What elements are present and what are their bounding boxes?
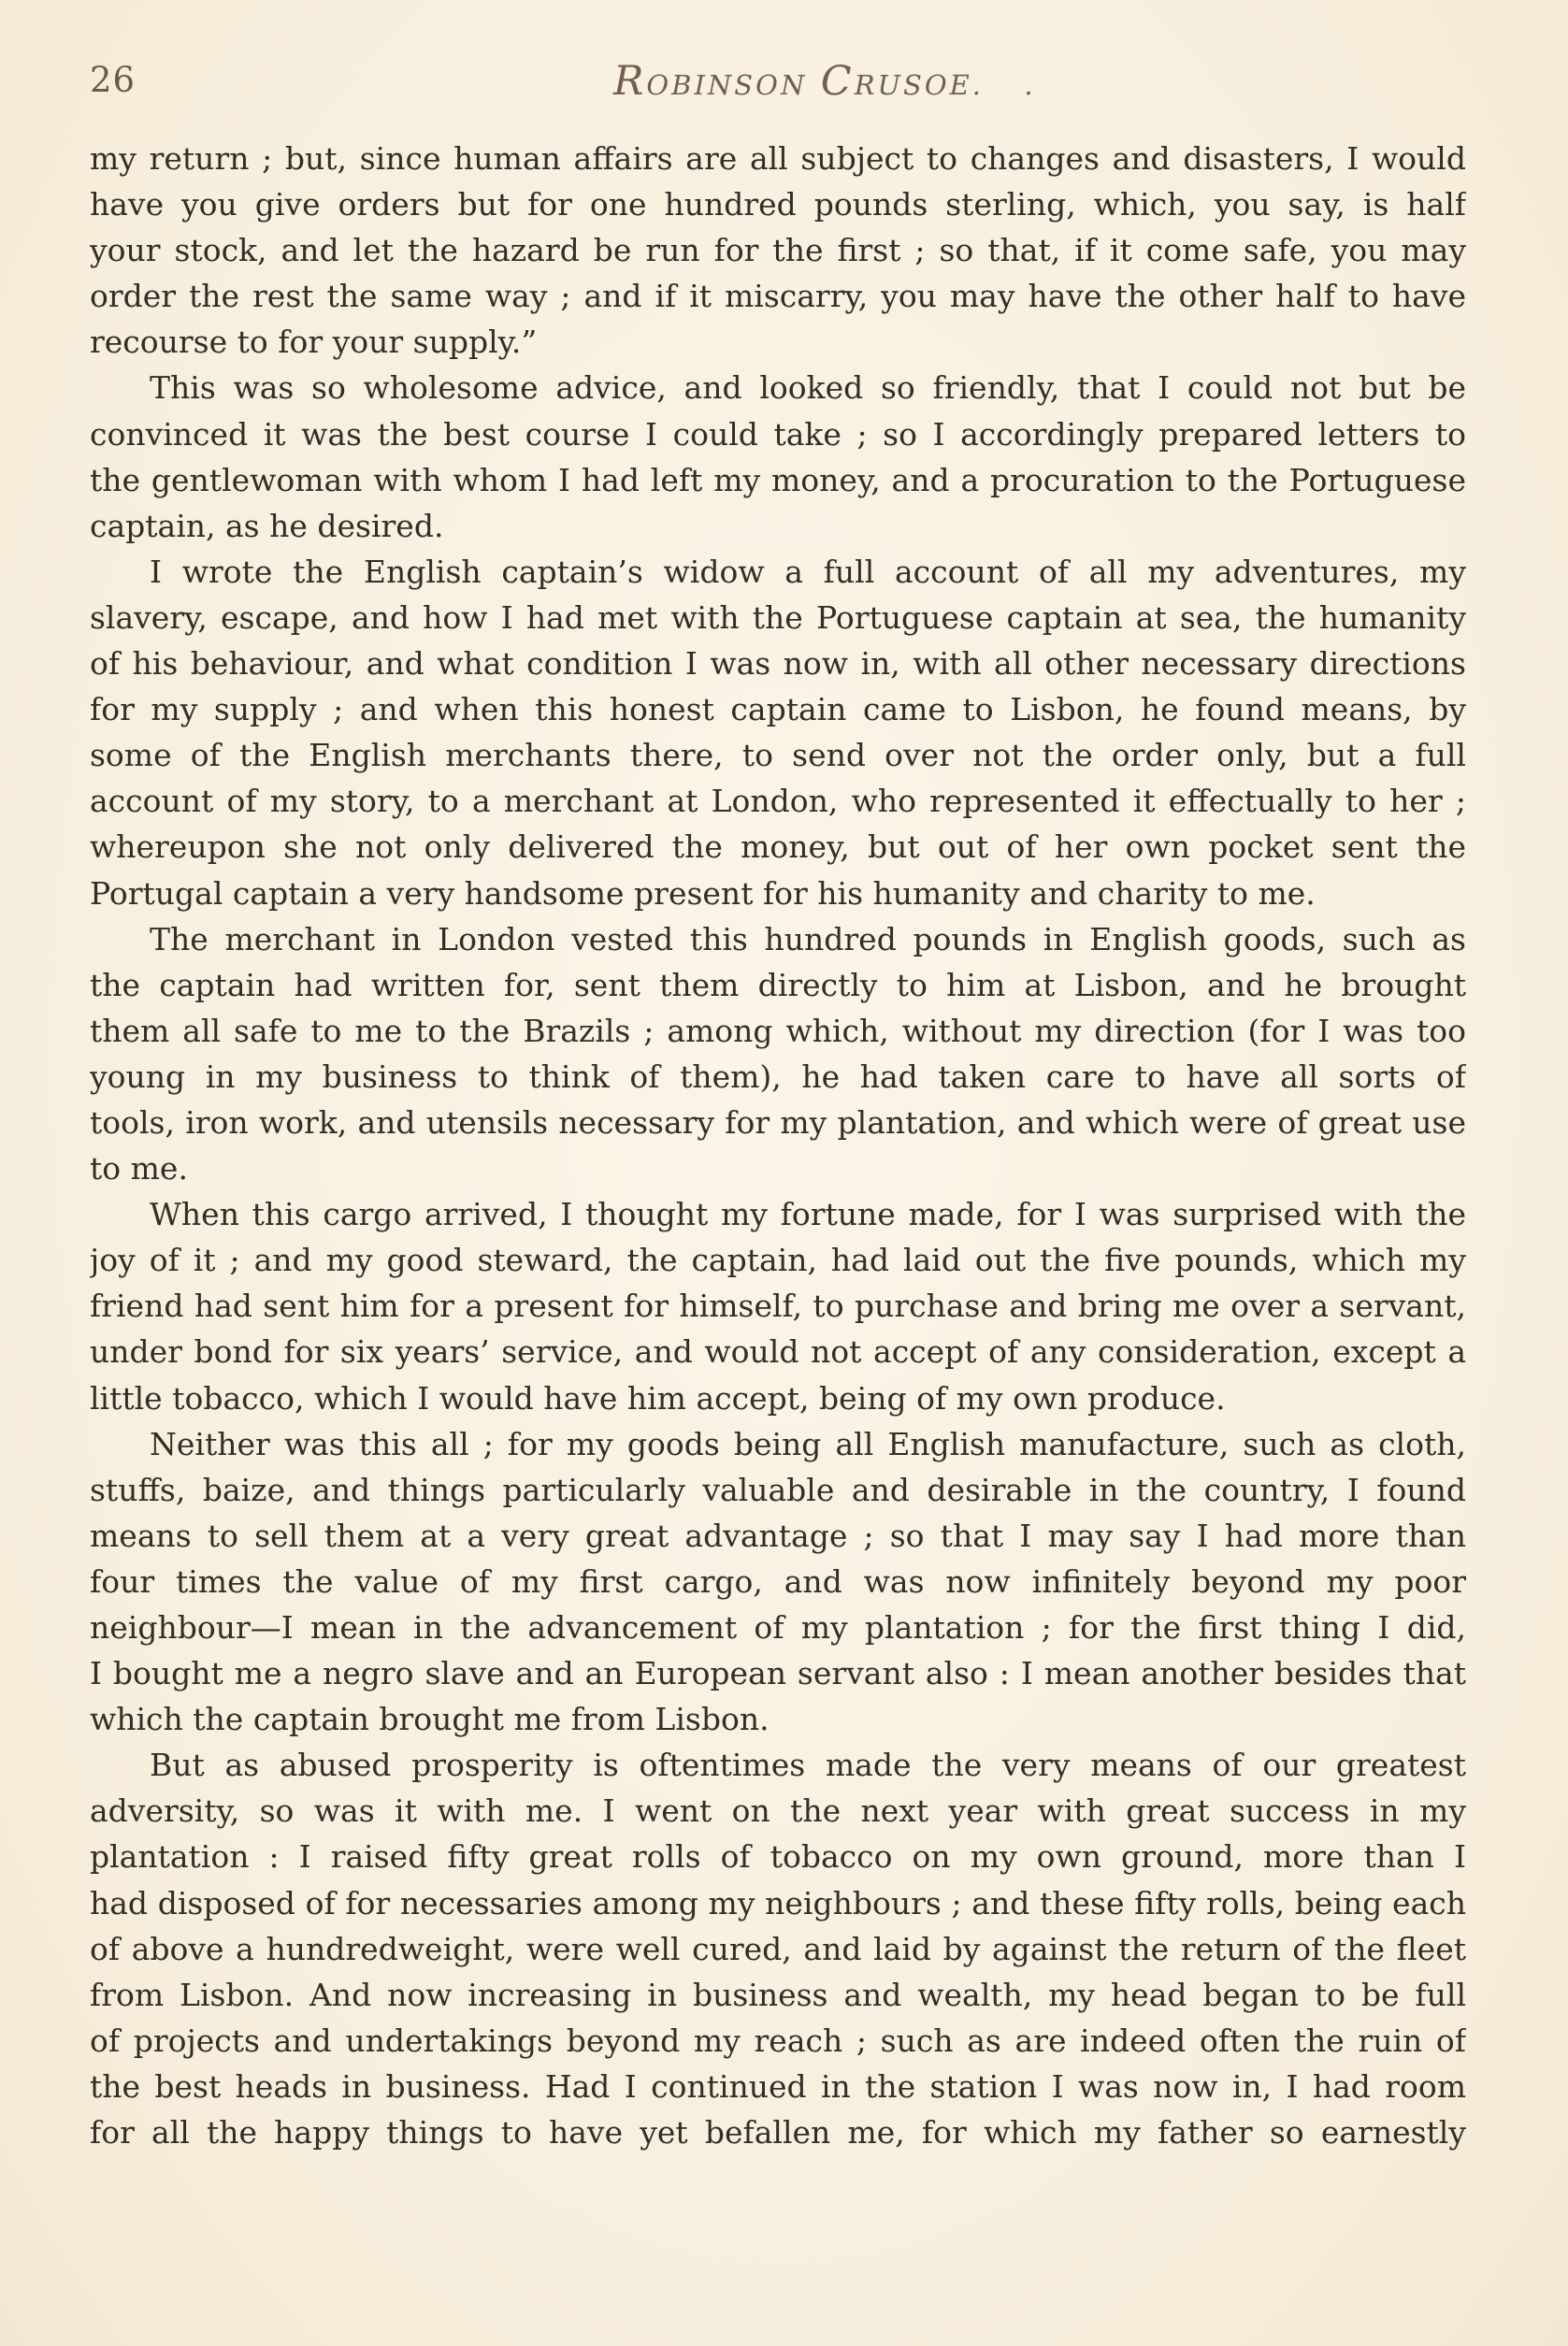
body-text xyxy=(90,136,1466,2155)
text-line: I bought me a negro slave and an European servant also : I mean another besides that xyxy=(90,1655,1466,1692)
text-line: recourse to for your supply.” xyxy=(90,324,538,361)
text-line: little tobacco, which I would have him accept, being of my own produce. xyxy=(90,1379,1226,1417)
text-line: But as abused prosperity is oftentimes made the very means of our greatest xyxy=(150,1747,1466,1784)
text-line: four times the value of my first cargo, and was now infinitely beyond my poor xyxy=(90,1562,1466,1600)
title-crusoe: RUSOE. xyxy=(854,69,984,101)
text-line: plantation : I raised fifty great rolls of tobacco on my own ground, more than I xyxy=(90,1838,1466,1876)
running-head xyxy=(90,54,1492,120)
text-line: account of my story, to a merchant at London, who represented it effectually to her ; xyxy=(90,783,1466,820)
text-line: joy of it ; and my good steward, the captain, had laid out the five pounds, which my xyxy=(90,1242,1466,1279)
text-line: Portugal captain a very handsome present for his humanity and charity to me. xyxy=(90,874,1316,912)
text-line: tools, iron work, and utensils necessary for my plantation, and which were of great use xyxy=(90,1103,1466,1141)
text-line: The merchant in London vested this hundred pounds in English goods, such as xyxy=(150,920,1466,957)
text-line: order the rest the same way ; and if it miscarry, you may have the other half to have xyxy=(90,278,1466,315)
text-line: young in my business to think of them), he had taken care to have all sorts of xyxy=(90,1058,1466,1095)
text-line: them all safe to me to the Brazils ; among which, without my direction (for I was too xyxy=(90,1012,1466,1049)
text-line: your stock, and let the hazard be run for the first ; so that, if it come safe, you may xyxy=(90,232,1466,269)
text-line: the captain had written for, sent them directly to him at Lisbon, and he brought xyxy=(90,966,1466,1003)
text-line: means to sell them at a very great advantage ; so that I may say I had more than xyxy=(90,1517,1466,1554)
text-line: to me. xyxy=(90,1150,188,1187)
text-line: my return ; but, since human affairs are all subject to changes and disasters, I would xyxy=(90,140,1466,177)
text-line: the gentlewoman with whom I had left my money, and a procuration to the Portuguese xyxy=(90,461,1466,498)
title-initial-r: R xyxy=(613,58,647,105)
text-line: had disposed of for necessaries among my neighbours ; and these fifty rolls, being each xyxy=(90,1884,1466,1921)
title-robinson: OBINSON xyxy=(646,69,808,101)
text-line: I wrote the English captain’s widow a full account of all my adventures, my xyxy=(150,553,1466,590)
text-line: of projects and undertakings beyond my reach ; such as are indeed often the ruin of xyxy=(90,2022,1466,2059)
text-line: the best heads in business. Had I continued in the station I was now in, I had room xyxy=(90,2067,1466,2105)
text-line: neighbour—I mean in the advancement of my plantation ; for the first thing I did, xyxy=(90,1609,1466,1646)
text-line: whereupon she not only delivered the money, but out of her own pocket sent the xyxy=(90,828,1466,866)
text-line: under bond for six years’ service, and would not accept of any consideration, except a xyxy=(90,1333,1466,1371)
text-line: captain, as he desired. xyxy=(90,507,444,544)
text-line: friend had sent him for a present for himself, to purchase and bring me over a servant, xyxy=(90,1288,1466,1325)
text-line: Neither was this all ; for my goods being all English manufacture, such as cloth, xyxy=(150,1425,1466,1462)
text-line: which the captain brought me from Lisbon. xyxy=(90,1701,770,1738)
text-line: convinced it was the best course I could take ; so I accordingly prepared letters to xyxy=(90,415,1466,453)
running-title xyxy=(613,58,1036,105)
text-line: of his behaviour, and what condition I was now in, with all other necessary directions xyxy=(90,645,1466,683)
text-line: This was so wholesome advice, and looked so friendly, that I could not but be xyxy=(150,369,1466,407)
page-number: 26 xyxy=(90,60,137,100)
text-line: When this cargo arrived, I thought my fortune made, for I was surprised with the xyxy=(150,1196,1466,1233)
title-initial-c: C xyxy=(820,58,855,105)
text-line: slavery, escape, and how I had met with the Portuguese captain at sea, the humanity xyxy=(90,598,1466,636)
text-line: some of the English merchants there, to send over not the order only, but a full xyxy=(90,737,1466,774)
text-line: have you give orders but for one hundred pounds sterling, which, you say, is half xyxy=(90,186,1466,223)
text-line: adversity, so was it with me. I went on the next year with great success in my xyxy=(90,1792,1466,1830)
text-line: from Lisbon. And now increasing in business and wealth, my head began to be full xyxy=(90,1976,1466,2013)
text-line: for all the happy things to have yet befallen me, for which my father so earnestly xyxy=(90,2114,1466,2152)
text-line: for my supply ; and when this honest captain came to Lisbon, he found means, by xyxy=(90,691,1466,728)
text-line: of above a hundredweight, were well cured, and laid by against the return of the fleet xyxy=(90,1930,1466,1967)
title-mark: . xyxy=(1024,69,1036,101)
text-line: stuffs, baize, and things particularly valuable and desirable in the country, I found xyxy=(90,1471,1466,1508)
